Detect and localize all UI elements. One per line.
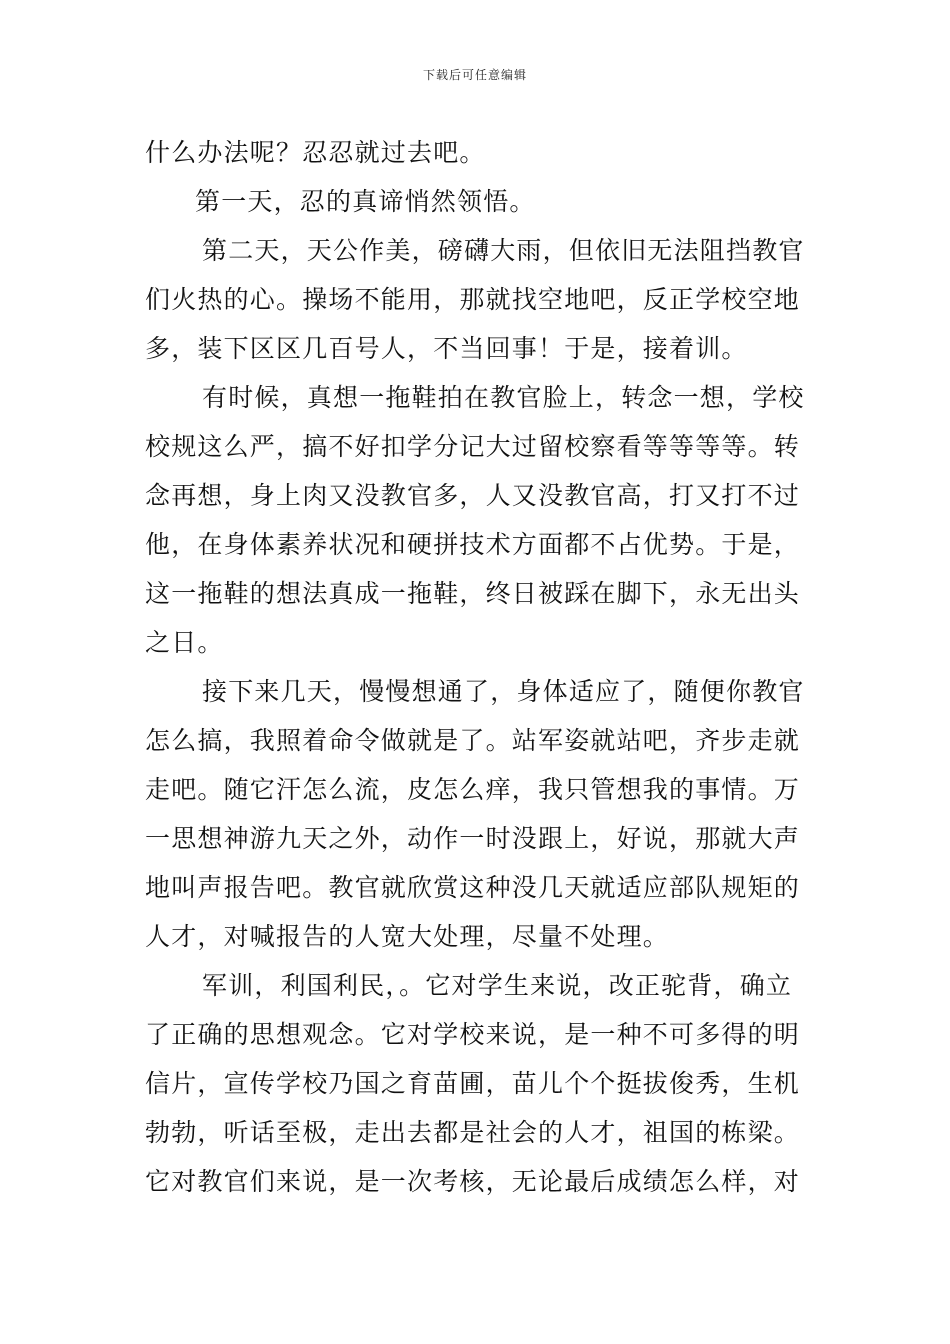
text-line: 它对教官们来说，是一次考核，无论最后成绩怎么样，对 <box>145 1167 801 1196</box>
text-line: 这一拖鞋的想法真成一拖鞋，终日被踩在脚下，永无出头 <box>145 579 801 608</box>
text-line: 有时候，真想一拖鞋拍在教官脸上，转念一想，学校 <box>202 383 805 412</box>
text-line: 一思想神游九天之外，动作一时没跟上，好说，那就大声 <box>145 824 801 853</box>
text-line: 第二天，天公作美，磅礴大雨，但依旧无法阻挡教官 <box>202 236 805 265</box>
text-line: 多，装下区区几百号人，不当回事！于是，接着训。 <box>145 334 748 363</box>
text-line: 了正确的思想观念。它对学校来说，是一种不可多得的明 <box>145 1020 801 1049</box>
text-line: 第一天，忍的真谛悄然领悟。 <box>195 187 536 216</box>
text-line: 接下来几天，慢慢想通了，身体适应了，随便你教官 <box>202 677 805 706</box>
page-header-note: 下载后可任意编辑 <box>422 68 527 82</box>
text-line: 人才，对喊报告的人宽大处理，尽量不处理。 <box>145 922 670 951</box>
text-line: 勃勃，听话至极，走出去都是社会的人才，祖国的栋梁。 <box>145 1118 801 1147</box>
text-line: 校规这么严，搞不好扣学分记大过留校察看等等等等。转 <box>145 432 801 461</box>
document-body <box>145 128 807 1206</box>
text-line: 念再想，身上肉又没教官多，人又没教官高，打又打不过 <box>145 481 801 510</box>
text-line: 什么办法呢？忍忍就过去吧。 <box>145 138 486 167</box>
text-line: 他，在身体素养状况和硬拼技术方面都不占优势。于是， <box>145 530 801 559</box>
text-line: 信片，宣传学校乃国之育苗圃，苗儿个个挺拔俊秀，生机 <box>145 1069 801 1098</box>
text-line: 地叫声报告吧。教官就欣赏这种没几天就适应部队规矩的 <box>145 873 801 902</box>
text-line: 们火热的心。操场不能用，那就找空地吧，反正学校空地 <box>145 285 801 314</box>
text-line: 怎么搞，我照着命令做就是了。站军姿就站吧，齐步走就 <box>145 726 801 755</box>
text-line: 军训，利国利民，。它对学生来说，改正驼背，确立 <box>202 971 793 1000</box>
text-line: 走吧。随它汗怎么流，皮怎么痒，我只管想我的事情。万 <box>145 775 801 804</box>
text-line: 之日。 <box>145 628 224 657</box>
